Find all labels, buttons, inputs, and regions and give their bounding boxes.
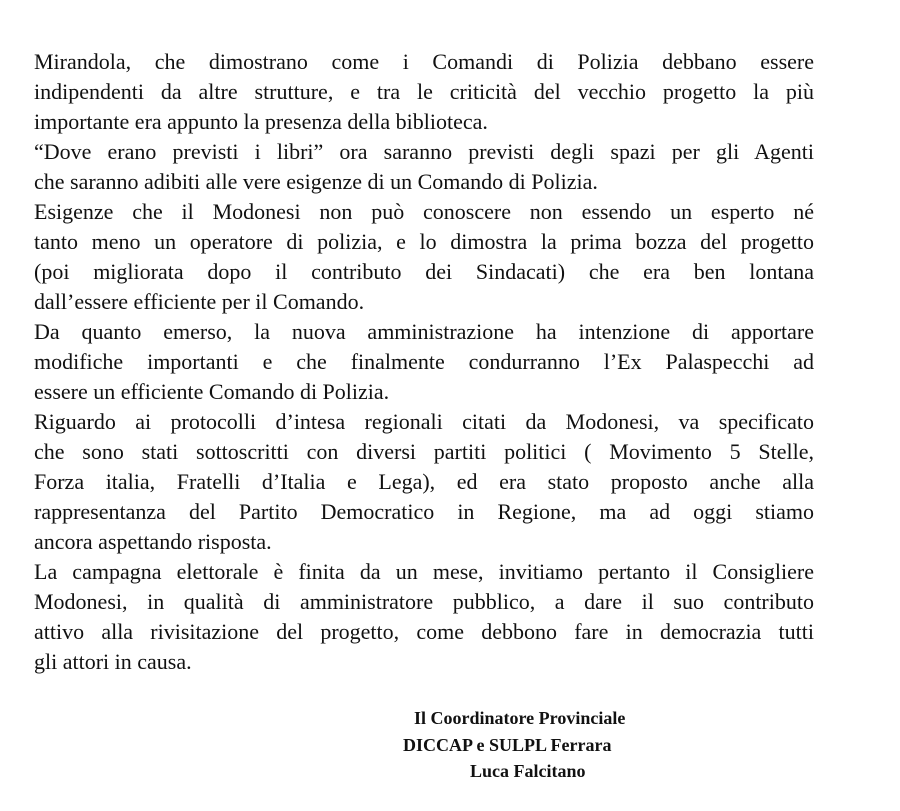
body-line: modifiche importanti e che finalmente condurranno l’Ex Palaspecchi ad	[34, 349, 814, 374]
body-line: gli attori in causa.	[34, 649, 192, 674]
body-line: Da quanto emerso, la nuova amministrazione ha intenzione di apportare	[34, 319, 814, 344]
body-line: Esigenze che il Modonesi non può conoscere non essendo un esperto né	[34, 199, 814, 224]
body-line: (poi migliorata dopo il contributo dei Sindacati) che era ben lontana	[34, 259, 814, 284]
signature-organization: DICCAP e SULPL Ferrara	[403, 735, 612, 755]
body-line: indipendenti da altre strutture, e tra le criticità del vecchio progetto la più	[34, 79, 814, 104]
body-line: ancora aspettando risposta.	[34, 529, 272, 554]
signature-name: Luca Falcitano	[470, 761, 586, 781]
body-line: Mirandola, che dimostrano come i Comandi di Polizia debbano essere	[34, 49, 814, 74]
body-line: dall’essere efficiente per il Comando.	[34, 289, 365, 314]
body-line: La campagna elettorale è finita da un mese, invitiamo pertanto il Consigliere	[34, 559, 814, 584]
body-line: importante era appunto la presenza della biblioteca.	[34, 109, 488, 134]
body-line: tanto meno un operatore di polizia, e lo dimostra la prima bozza del progetto	[34, 229, 814, 254]
body-line: attivo alla rivisitazione del progetto, come debbono fare in democrazia tutti	[34, 619, 814, 644]
body-line: essere un efficiente Comando di Polizia.	[34, 379, 390, 404]
body-line: Modonesi, in qualità di amministratore pubblico, a dare il suo contributo	[34, 589, 814, 614]
body-line: Riguardo ai protocolli d’intesa regionali citati da Modonesi, va specificato	[34, 409, 814, 434]
letter-body	[34, 47, 814, 677]
body-line: rappresentanza del Partito Democratico in Regione, ma ad oggi stiamo	[34, 499, 814, 524]
body-line: Forza italia, Fratelli d’Italia e Lega), ed era stato proposto anche alla	[34, 469, 814, 494]
body-line: “Dove erano previsti i libri” ora saranno previsti degli spazi per gli Agenti	[34, 139, 814, 164]
body-line: che saranno adibiti alle vere esigenze di un Comando di Polizia.	[34, 169, 598, 194]
body-line: che sono stati sottoscritti con diversi partiti politici ( Movimento 5 Stelle,	[34, 439, 814, 464]
signature-role: Il Coordinatore Provinciale	[414, 708, 626, 728]
